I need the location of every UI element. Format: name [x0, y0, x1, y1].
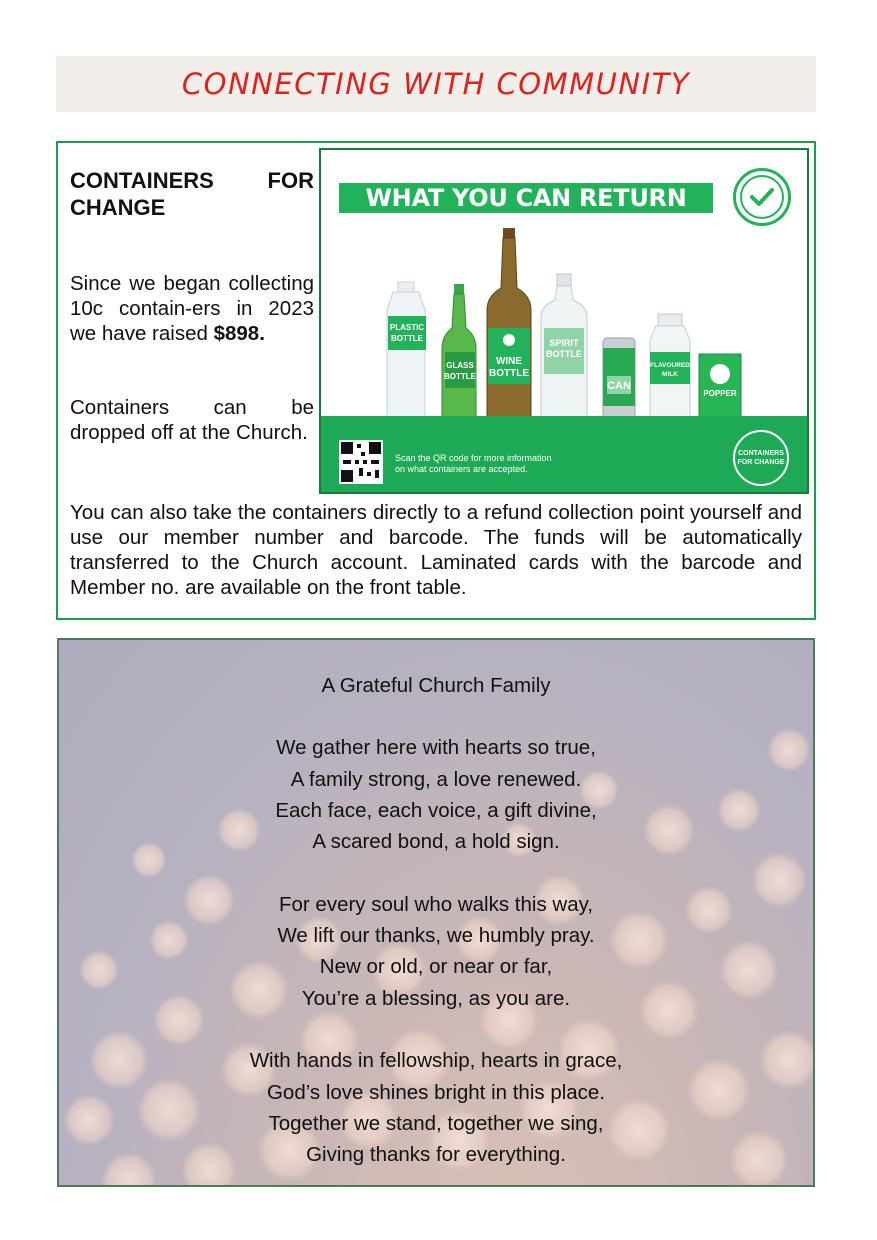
poster-footer [321, 416, 807, 494]
containers-for-change-section [56, 141, 816, 620]
milk-label2: MILK [662, 371, 678, 378]
can-label: CAN [607, 380, 631, 392]
poem-line: We gather here with hearts so true, [276, 736, 596, 760]
section-heading [70, 167, 314, 221]
poem-line: Each face, each voice, a gift divine, [275, 798, 597, 822]
refund-paragraph: You can also take the containers directly to a refund collection point yourself and use our member number and barcode. The funds will be automatically transferred to the Church account. Laminated cards with the barcode and Member no. are available on the front table. [70, 501, 802, 599]
poem-section [57, 638, 815, 1187]
popper-box [699, 354, 741, 416]
wine-bottle-label2: BOTTLE [489, 368, 529, 379]
qr-code-icon [339, 440, 383, 484]
dropoff-paragraph: Containers can be dropped off at the Church. [70, 396, 314, 444]
footer-line-1: Scan the QR code for more information [395, 453, 552, 463]
raised-amount: $898. [213, 322, 265, 345]
raised-paragraph [70, 271, 314, 346]
heading-line-1: CONTAINERS FOR [70, 168, 314, 193]
poem-line: With hands in fellowship, hearts in grace, [249, 1049, 623, 1073]
milk-label1: FLAVOURED [650, 362, 690, 369]
poem-line: Giving thanks for everything. [306, 1143, 566, 1167]
spirit-bottle-label1: SPIRIT [549, 338, 579, 348]
poem-line: New or old, or near or far, [319, 955, 553, 979]
poem-title: A Grateful Church Family [321, 674, 551, 697]
header-banner [56, 56, 816, 112]
plastic-bottle-label1: PLASTIC [389, 323, 425, 332]
poster-headline: WHAT YOU CAN RETURN [339, 183, 713, 213]
flavoured-milk-bottle [650, 314, 690, 416]
poem [59, 670, 813, 1170]
spirit-bottle-label2: BOTTLE [546, 349, 582, 359]
poster-footer-text [395, 453, 635, 475]
logo-text-2: FOR CHANGE [737, 459, 785, 466]
wine-bottle-label1: WINE [495, 356, 523, 367]
poem-line: You’re a blessing, as you are. [301, 986, 571, 1010]
glass-bottle [442, 284, 477, 416]
poem-line: A scared bond, a hold sign. [312, 830, 560, 854]
popper-label: POPPER [703, 389, 737, 398]
plastic-bottle [387, 282, 426, 416]
poem-line: God’s love shines bright in this place. [266, 1080, 606, 1104]
poem-line: For every soul who walks this way, [278, 892, 594, 916]
containers-for-change-logo [733, 430, 789, 486]
footer-line-2: on what containers are accepted. [395, 464, 528, 474]
poem-line: A family strong, a love renewed. [290, 767, 582, 791]
aluminium-can [603, 338, 635, 416]
glass-bottle-label1: GLASS [446, 361, 474, 370]
page-title: CONNECTING WITH COMMUNITY [181, 67, 691, 101]
poem-line: Together we stand, together we sing, [268, 1111, 604, 1135]
raised-text: Since we began collecting 10c contain-ers in 2023 we have raised [70, 272, 314, 345]
wine-bottle [487, 228, 531, 416]
container-illustrations [321, 216, 807, 416]
heading-line-2: CHANGE [70, 195, 166, 220]
glass-bottle-label2: BOTTLE [444, 372, 476, 381]
plastic-bottle-label2: BOTTLE [391, 334, 423, 343]
spirit-bottle [541, 274, 587, 416]
logo-text-1: CONTAINERS [738, 450, 784, 457]
what-you-can-return-poster [319, 148, 809, 494]
poem-line: We lift our thanks, we humbly pray. [277, 924, 595, 948]
